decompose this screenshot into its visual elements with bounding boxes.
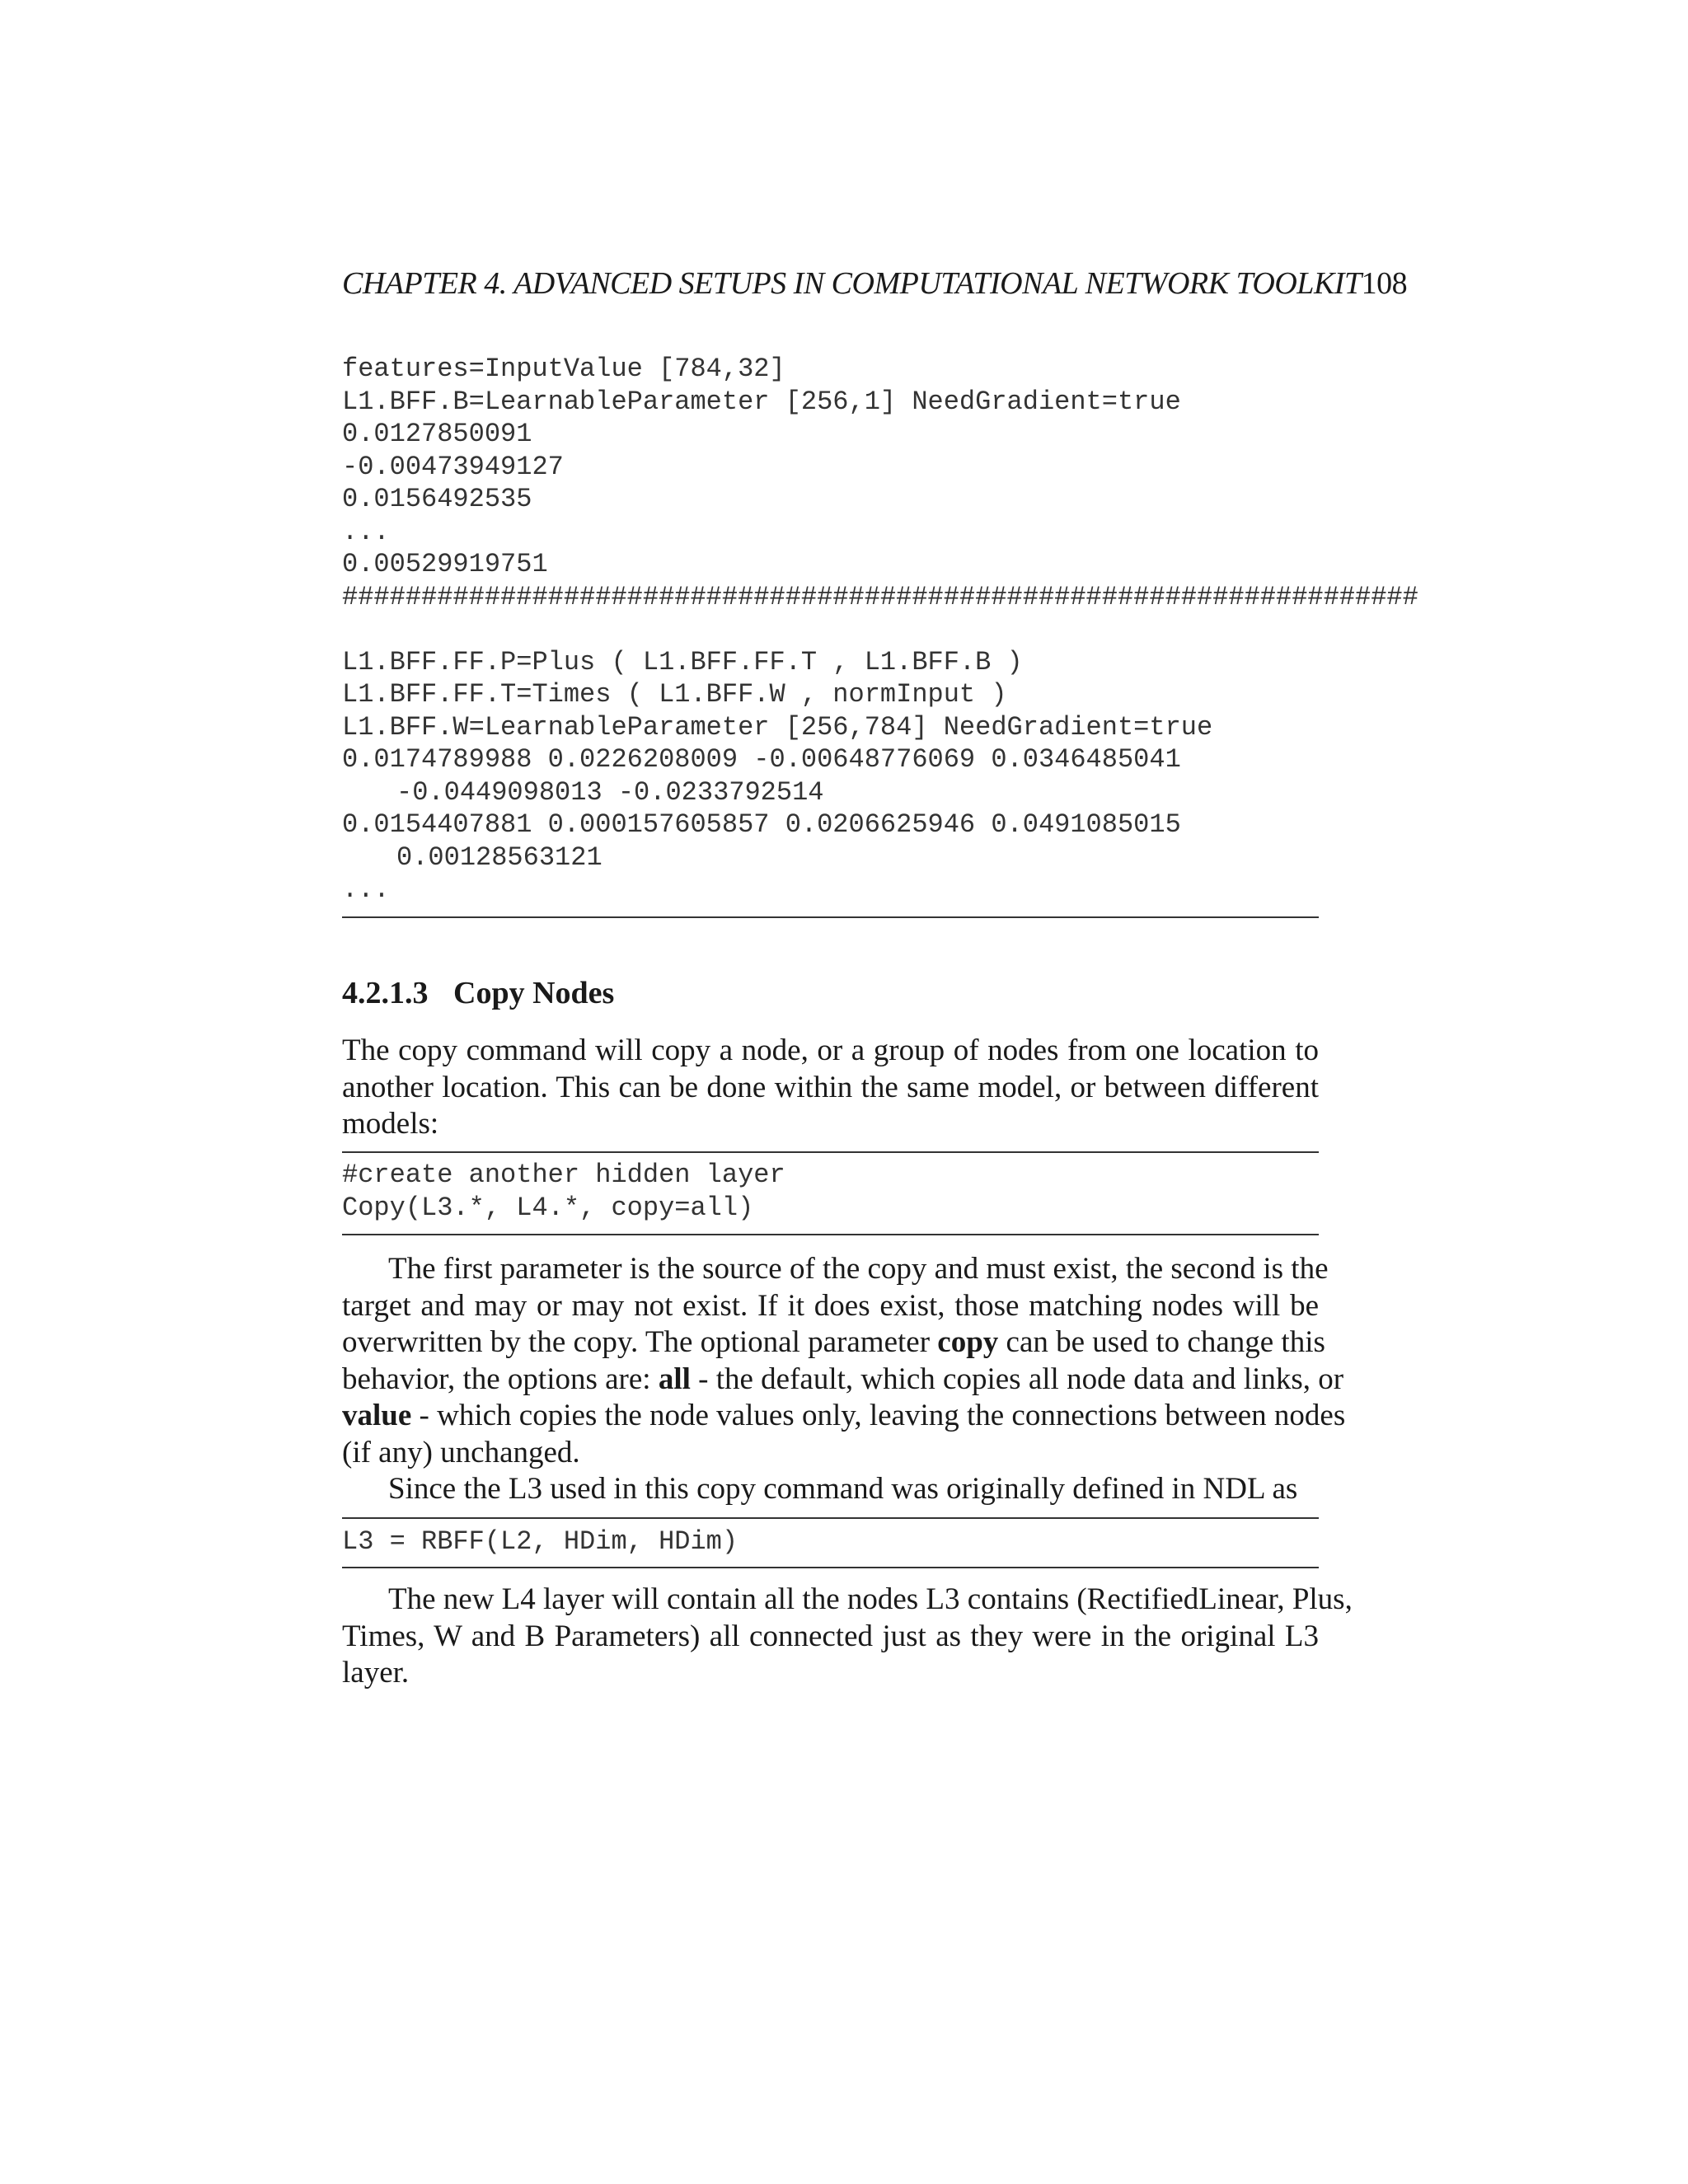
code-blank-line (342, 613, 1418, 646)
paragraph-line: models: (342, 1107, 439, 1141)
code-line: 0.0156492535 (342, 484, 532, 514)
code-line: 0.0127850091 (342, 419, 532, 449)
code-block-bottom-rule (342, 1567, 1319, 1568)
code-block-top-rule (342, 1151, 1319, 1153)
section-title: Copy Nodes (453, 976, 615, 1010)
section-heading (342, 972, 614, 1014)
page-number: 108 (1361, 266, 1408, 301)
code-block-bottom-rule (342, 916, 1319, 918)
code-block-top-rule (342, 1517, 1319, 1519)
running-title: CHAPTER 4. ADVANCED SETUPS IN COMPUTATIONAL NETWORK TOOLKIT (342, 266, 1362, 301)
paragraph-line: Times, W and B Parameters) all connected just as they were in the original L3 (342, 1619, 1319, 1653)
paragraph-line (342, 1361, 1344, 1399)
paragraph-line: Since the L3 used in this copy command was originally defined in NDL as (388, 1472, 1298, 1506)
code-line: ... (342, 516, 390, 547)
paragraph-line: layer. (342, 1656, 410, 1690)
code-line: L1.BFF.FF.P=Plus ( L1.BFF.FF.T , L1.BFF.B ) (342, 646, 1023, 677)
code-listing-network-dump (342, 353, 1418, 907)
code-comment-line: #create another hidden layer (342, 1160, 785, 1190)
text-run: behavior, the options are: (342, 1361, 659, 1396)
text-run: overwritten by the copy. The optional parameter (342, 1325, 938, 1359)
code-line-continued: -0.0449098013 -0.0233792514 (396, 776, 824, 808)
code-listing-copy-command (342, 1159, 785, 1224)
code-line: ... (342, 874, 390, 905)
code-line: features=InputValue [784,32] (342, 354, 785, 384)
code-line: L1.BFF.B=LearnableParameter [256,1] NeedGradient=true (342, 386, 1181, 417)
code-line: 0.0154407881 0.000157605857 0.0206625946 0.0491085015 (342, 809, 1181, 840)
code-line: L1.BFF.W=LearnableParameter [256,784] NeedGradient=true (342, 711, 1213, 743)
body-paragraph (342, 1251, 1346, 1471)
paragraph-line: The copy command will copy a node, or a group of nodes from one location to (342, 1033, 1319, 1067)
code-line: -0.00473949127 (342, 451, 564, 482)
bold-term-value: value (342, 1399, 412, 1432)
bold-term-all: all (658, 1361, 691, 1396)
running-header (342, 262, 1430, 305)
code-separator-line: #################################################################### (342, 581, 1418, 612)
code-line: 0.0174789988 0.0226208009 -0.00648776069 0.0346485041 (342, 744, 1181, 775)
code-line: 0.00529919751 (342, 549, 548, 579)
paragraph-line (342, 1324, 1325, 1361)
since-paragraph (342, 1471, 1319, 1508)
bold-term-copy: copy (937, 1325, 999, 1359)
code-line: Copy(L3.*, L4.*, copy=all) (342, 1192, 754, 1223)
code-line-continued: 0.00128563121 (396, 841, 603, 873)
paragraph-line: another location. This can be done within the same model, or between different (342, 1070, 1319, 1104)
paragraph-line: (if any) unchanged. (342, 1435, 580, 1469)
section-number: 4.2.1.3 (342, 976, 429, 1010)
code-line: L3 = RBFF(L2, HDim, HDim) (342, 1526, 738, 1557)
code-listing-ndl-definition (342, 1526, 738, 1558)
text-run: - which copies the node values only, leaving the connections between nodes (411, 1399, 1346, 1432)
paragraph-line: The new L4 layer will contain all the nodes L3 contains (RectifiedLinear, Plus, (388, 1582, 1353, 1616)
text-run: can be used to change this (998, 1325, 1325, 1359)
text-run: - the default, which copies all node data and links, or (690, 1361, 1344, 1396)
final-paragraph (342, 1582, 1353, 1692)
paragraph-line: The first parameter is the source of the copy and must exist, the second is the (388, 1252, 1329, 1286)
paragraph-line: target and may or may not exist. If it does exist, those matching nodes will be (342, 1288, 1319, 1323)
paragraph-line (342, 1398, 1346, 1435)
code-block-bottom-rule (342, 1234, 1319, 1235)
code-line: L1.BFF.FF.T=Times ( L1.BFF.W , normInput ) (342, 679, 1007, 710)
intro-paragraph (342, 1033, 1319, 1143)
